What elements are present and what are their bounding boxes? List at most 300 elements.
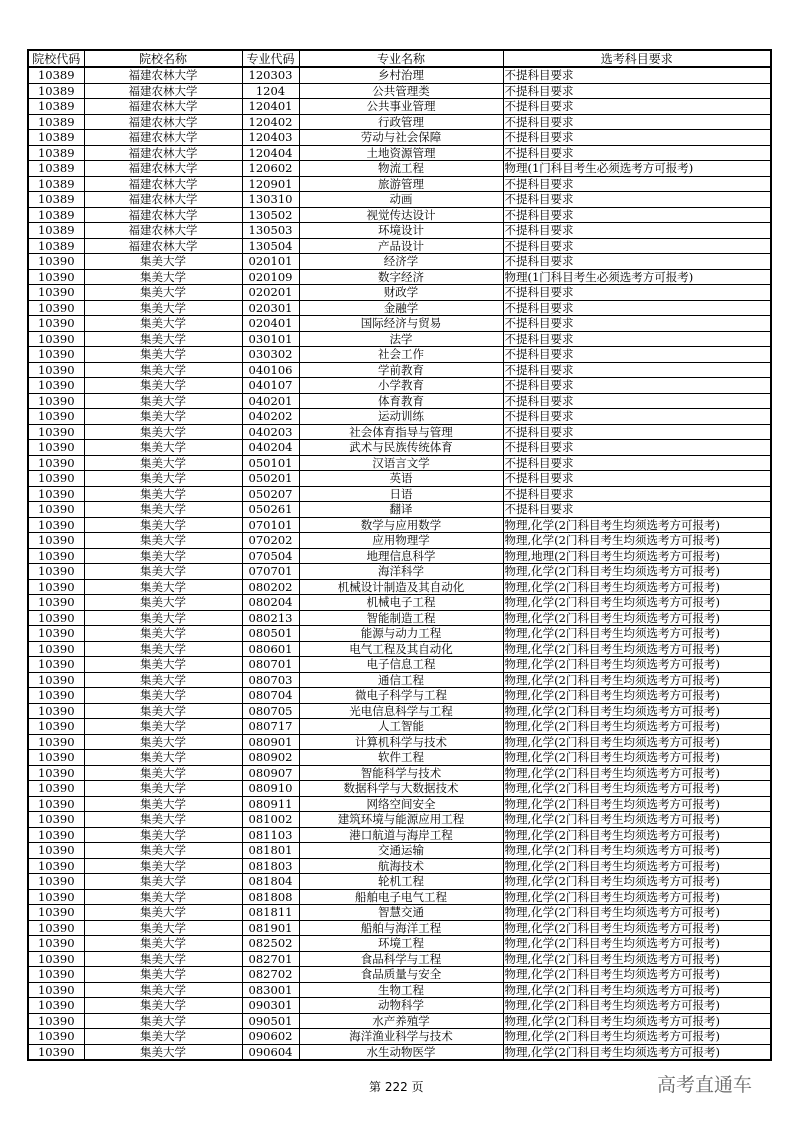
table-row: [28, 858, 771, 874]
requirement-cell: 不提科目要求: [503, 300, 771, 316]
major-name-cell: 智能制造工程: [299, 610, 503, 626]
major-name-cell: 法学: [299, 331, 503, 347]
major-name-cell: 金融学: [299, 300, 503, 316]
major-code-cell: 080910: [242, 781, 299, 797]
school-code-cell: 10390: [28, 393, 84, 409]
table-row: [28, 502, 771, 518]
requirement-cell: 不提科目要求: [503, 254, 771, 270]
major-name-cell: 公共管理类: [299, 83, 503, 99]
school-code-cell: 10389: [28, 207, 84, 223]
school-name-cell: 集美大学: [84, 486, 242, 502]
requirement-cell: 不提科目要求: [503, 207, 771, 223]
school-name-cell: 集美大学: [84, 1044, 242, 1060]
major-code-cell: 020101: [242, 254, 299, 270]
major-code-cell: 040201: [242, 393, 299, 409]
school-name-cell: 福建农林大学: [84, 176, 242, 192]
school-name-cell: 集美大学: [84, 951, 242, 967]
school-code-cell: 10390: [28, 672, 84, 688]
requirement-cell: 物理,化学(2门科目考生均须选考方可报考): [503, 905, 771, 921]
school-name-cell: 集美大学: [84, 409, 242, 425]
table-row: [28, 269, 771, 285]
requirement-cell: 物理,化学(2门科目考生均须选考方可报考): [503, 579, 771, 595]
requirement-cell: 物理,化学(2门科目考生均须选考方可报考): [503, 610, 771, 626]
major-code-cell: 083001: [242, 982, 299, 998]
school-name-cell: 集美大学: [84, 502, 242, 518]
requirement-cell: 不提科目要求: [503, 409, 771, 425]
major-name-cell: 翻译: [299, 502, 503, 518]
school-code-cell: 10390: [28, 409, 84, 425]
major-name-cell: 土地资源管理: [299, 145, 503, 161]
major-code-cell: 081808: [242, 889, 299, 905]
table-row: [28, 176, 771, 192]
page-number: 第 222 页: [369, 1080, 424, 1094]
table-row: [28, 347, 771, 363]
major-name-cell: 微电子科学与工程: [299, 688, 503, 704]
school-code-cell: 10390: [28, 1013, 84, 1029]
table-row: [28, 378, 771, 394]
table-row: [28, 688, 771, 704]
requirement-cell: 不提科目要求: [503, 285, 771, 301]
requirement-cell: 物理,化学(2门科目考生均须选考方可报考): [503, 688, 771, 704]
header-school-code: 院校代码: [28, 50, 84, 67]
requirement-cell: 不提科目要求: [503, 502, 771, 518]
major-name-cell: 社会体育指导与管理: [299, 424, 503, 440]
school-code-cell: 10389: [28, 223, 84, 239]
table-row: [28, 362, 771, 378]
requirement-cell: 物理,化学(2门科目考生均须选考方可报考): [503, 1029, 771, 1045]
major-code-cell: 130310: [242, 192, 299, 208]
requirement-cell: 物理,化学(2门科目考生均须选考方可报考): [503, 936, 771, 952]
school-name-cell: 集美大学: [84, 827, 242, 843]
school-name-cell: 福建农林大学: [84, 67, 242, 83]
major-name-cell: 通信工程: [299, 672, 503, 688]
major-name-cell: 建筑环境与能源应用工程: [299, 812, 503, 828]
brand-logo-text: 高考直通车: [657, 1074, 753, 1096]
requirement-cell: 物理,化学(2门科目考生均须选考方可报考): [503, 1044, 771, 1060]
table-row: [28, 998, 771, 1014]
major-name-cell: 社会工作: [299, 347, 503, 363]
school-code-cell: 10390: [28, 595, 84, 611]
school-name-cell: 集美大学: [84, 672, 242, 688]
school-name-cell: 集美大学: [84, 424, 242, 440]
major-name-cell: 地理信息科学: [299, 548, 503, 564]
requirement-cell: 物理,化学(2门科目考生均须选考方可报考): [503, 982, 771, 998]
major-code-cell: 080703: [242, 672, 299, 688]
school-name-cell: 集美大学: [84, 626, 242, 642]
school-name-cell: 集美大学: [84, 440, 242, 456]
requirement-cell: 物理,化学(2门科目考生均须选考方可报考): [503, 750, 771, 766]
requirement-cell: 不提科目要求: [503, 176, 771, 192]
school-code-cell: 10390: [28, 533, 84, 549]
requirement-cell: 物理,化学(2门科目考生均须选考方可报考): [503, 564, 771, 580]
school-name-cell: 集美大学: [84, 362, 242, 378]
school-name-cell: 集美大学: [84, 300, 242, 316]
table-row: [28, 703, 771, 719]
school-code-cell: 10390: [28, 440, 84, 456]
school-code-cell: 10389: [28, 238, 84, 254]
major-code-cell: 090604: [242, 1044, 299, 1060]
major-code-cell: 070701: [242, 564, 299, 580]
major-code-cell: 080601: [242, 641, 299, 657]
school-code-cell: 10390: [28, 626, 84, 642]
table-row: [28, 99, 771, 115]
requirement-cell: 不提科目要求: [503, 471, 771, 487]
school-code-cell: 10390: [28, 269, 84, 285]
school-code-cell: 10390: [28, 827, 84, 843]
header-major-name: 专业名称: [299, 50, 503, 67]
school-code-cell: 10390: [28, 688, 84, 704]
major-code-cell: 070504: [242, 548, 299, 564]
school-code-cell: 10390: [28, 378, 84, 394]
table-row: [28, 316, 771, 332]
major-name-cell: 英语: [299, 471, 503, 487]
major-code-cell: 040204: [242, 440, 299, 456]
school-name-cell: 集美大学: [84, 688, 242, 704]
table-row: [28, 936, 771, 952]
school-name-cell: 福建农林大学: [84, 83, 242, 99]
table-row: [28, 192, 771, 208]
school-name-cell: 集美大学: [84, 843, 242, 859]
school-code-cell: 10390: [28, 703, 84, 719]
school-code-cell: 10390: [28, 486, 84, 502]
requirement-cell: 物理,化学(2门科目考生均须选考方可报考): [503, 1013, 771, 1029]
school-name-cell: 集美大学: [84, 765, 242, 781]
major-code-cell: 081103: [242, 827, 299, 843]
major-code-cell: 080701: [242, 657, 299, 673]
school-name-cell: 集美大学: [84, 533, 242, 549]
major-code-cell: 080902: [242, 750, 299, 766]
major-code-cell: 080911: [242, 796, 299, 812]
school-code-cell: 10390: [28, 1029, 84, 1045]
major-code-cell: 050101: [242, 455, 299, 471]
requirement-cell: 不提科目要求: [503, 393, 771, 409]
requirement-cell: 不提科目要求: [503, 378, 771, 394]
header-requirement: 选考科目要求: [503, 50, 771, 67]
table-row: [28, 1044, 771, 1060]
table-row: [28, 207, 771, 223]
header-major-code: 专业代码: [242, 50, 299, 67]
major-code-cell: 040202: [242, 409, 299, 425]
header-school-name: 院校名称: [84, 50, 242, 67]
school-name-cell: 集美大学: [84, 703, 242, 719]
table-row: [28, 951, 771, 967]
school-name-cell: 集美大学: [84, 796, 242, 812]
major-name-cell: 智慧交通: [299, 905, 503, 921]
major-code-cell: 080204: [242, 595, 299, 611]
table-row: [28, 67, 771, 83]
table-row: [28, 967, 771, 983]
major-code-cell: 050207: [242, 486, 299, 502]
table-row: [28, 300, 771, 316]
school-name-cell: 集美大学: [84, 1013, 242, 1029]
requirement-cell: 物理,化学(2门科目考生均须选考方可报考): [503, 874, 771, 890]
major-code-cell: 081804: [242, 874, 299, 890]
school-name-cell: 集美大学: [84, 254, 242, 270]
school-name-cell: 集美大学: [84, 874, 242, 890]
major-name-cell: 应用物理学: [299, 533, 503, 549]
school-name-cell: 集美大学: [84, 967, 242, 983]
school-name-cell: 集美大学: [84, 285, 242, 301]
requirement-cell: 不提科目要求: [503, 486, 771, 502]
school-code-cell: 10390: [28, 579, 84, 595]
requirement-cell: 不提科目要求: [503, 331, 771, 347]
major-code-cell: 030101: [242, 331, 299, 347]
requirement-cell: 物理,化学(2门科目考生均须选考方可报考): [503, 858, 771, 874]
requirement-cell: 物理,化学(2门科目考生均须选考方可报考): [503, 843, 771, 859]
table-row: [28, 843, 771, 859]
school-code-cell: 10389: [28, 145, 84, 161]
table-row: [28, 145, 771, 161]
major-code-cell: 1204: [242, 83, 299, 99]
major-name-cell: 国际经济与贸易: [299, 316, 503, 332]
table-row: [28, 672, 771, 688]
major-code-cell: 120404: [242, 145, 299, 161]
requirement-cell: 物理(1门科目考生必须选考方可报考): [503, 269, 771, 285]
school-name-cell: 集美大学: [84, 781, 242, 797]
school-code-cell: 10389: [28, 83, 84, 99]
school-code-cell: 10390: [28, 1044, 84, 1060]
table-row: [28, 734, 771, 750]
school-name-cell: 集美大学: [84, 610, 242, 626]
major-name-cell: 经济学: [299, 254, 503, 270]
school-name-cell: 福建农林大学: [84, 238, 242, 254]
requirement-cell: 物理,化学(2门科目考生均须选考方可报考): [503, 827, 771, 843]
school-code-cell: 10389: [28, 114, 84, 130]
major-code-cell: 082701: [242, 951, 299, 967]
school-code-cell: 10390: [28, 796, 84, 812]
major-code-cell: 020109: [242, 269, 299, 285]
school-name-cell: 集美大学: [84, 750, 242, 766]
table-row: [28, 285, 771, 301]
major-name-cell: 行政管理: [299, 114, 503, 130]
school-code-cell: 10390: [28, 936, 84, 952]
major-code-cell: 130503: [242, 223, 299, 239]
table-row: [28, 595, 771, 611]
requirement-cell: 物理(1门科目考生必须选考方可报考): [503, 161, 771, 177]
school-name-cell: 集美大学: [84, 347, 242, 363]
school-code-cell: 10390: [28, 982, 84, 998]
requirement-cell: 不提科目要求: [503, 145, 771, 161]
requirement-cell: 不提科目要求: [503, 424, 771, 440]
table-row: [28, 254, 771, 270]
major-code-cell: 080717: [242, 719, 299, 735]
major-code-cell: 050201: [242, 471, 299, 487]
school-name-cell: 集美大学: [84, 1029, 242, 1045]
major-name-cell: 视觉传达设计: [299, 207, 503, 223]
school-code-cell: 10390: [28, 424, 84, 440]
requirement-cell: 物理,化学(2门科目考生均须选考方可报考): [503, 657, 771, 673]
table-row: [28, 719, 771, 735]
table-row: [28, 83, 771, 99]
table-row: [28, 424, 771, 440]
major-name-cell: 汉语言文学: [299, 455, 503, 471]
major-name-cell: 软件工程: [299, 750, 503, 766]
requirement-cell: 物理,化学(2门科目考生均须选考方可报考): [503, 998, 771, 1014]
table-row: [28, 114, 771, 130]
school-code-cell: 10390: [28, 998, 84, 1014]
major-name-cell: 船舶与海洋工程: [299, 920, 503, 936]
table-body: [28, 67, 771, 1060]
table-row: [28, 750, 771, 766]
major-code-cell: 081803: [242, 858, 299, 874]
school-name-cell: 集美大学: [84, 734, 242, 750]
major-code-cell: 130502: [242, 207, 299, 223]
requirement-cell: 不提科目要求: [503, 238, 771, 254]
table-row: [28, 579, 771, 595]
major-code-cell: 040203: [242, 424, 299, 440]
requirement-cell: 不提科目要求: [503, 83, 771, 99]
requirement-cell: 不提科目要求: [503, 347, 771, 363]
school-code-cell: 10390: [28, 657, 84, 673]
table-row: [28, 827, 771, 843]
major-name-cell: 体育教育: [299, 393, 503, 409]
school-name-cell: 福建农林大学: [84, 223, 242, 239]
requirement-cell: 物理,化学(2门科目考生均须选考方可报考): [503, 595, 771, 611]
major-code-cell: 020401: [242, 316, 299, 332]
requirement-cell: 物理,化学(2门科目考生均须选考方可报考): [503, 812, 771, 828]
major-name-cell: 水产养殖学: [299, 1013, 503, 1029]
school-name-cell: 集美大学: [84, 579, 242, 595]
school-name-cell: 集美大学: [84, 719, 242, 735]
school-code-cell: 10390: [28, 502, 84, 518]
requirement-cell: 物理,化学(2门科目考生均须选考方可报考): [503, 672, 771, 688]
table-row: [28, 610, 771, 626]
table-row: [28, 331, 771, 347]
requirement-cell: 物理,化学(2门科目考生均须选考方可报考): [503, 796, 771, 812]
school-code-cell: 10390: [28, 967, 84, 983]
table-row: [28, 982, 771, 998]
requirement-cell: 不提科目要求: [503, 223, 771, 239]
school-name-cell: 集美大学: [84, 982, 242, 998]
requirement-cell: 不提科目要求: [503, 114, 771, 130]
school-name-cell: 集美大学: [84, 641, 242, 657]
major-name-cell: 运动训练: [299, 409, 503, 425]
major-code-cell: 120303: [242, 67, 299, 83]
major-code-cell: 030302: [242, 347, 299, 363]
major-name-cell: 电气工程及其自动化: [299, 641, 503, 657]
major-name-cell: 能源与动力工程: [299, 626, 503, 642]
school-code-cell: 10390: [28, 455, 84, 471]
major-name-cell: 港口航道与海岸工程: [299, 827, 503, 843]
major-code-cell: 090501: [242, 1013, 299, 1029]
table-row: [28, 626, 771, 642]
school-code-cell: 10390: [28, 300, 84, 316]
requirement-cell: 物理,化学(2门科目考生均须选考方可报考): [503, 765, 771, 781]
requirement-cell: 物理,化学(2门科目考生均须选考方可报考): [503, 920, 771, 936]
major-code-cell: 081811: [242, 905, 299, 921]
school-name-cell: 集美大学: [84, 920, 242, 936]
school-name-cell: 集美大学: [84, 455, 242, 471]
major-name-cell: 交通运输: [299, 843, 503, 859]
table-row: [28, 874, 771, 890]
major-name-cell: 小学教育: [299, 378, 503, 394]
table-row: [28, 440, 771, 456]
table-row: [28, 548, 771, 564]
major-name-cell: 公共事业管理: [299, 99, 503, 115]
major-name-cell: 航海技术: [299, 858, 503, 874]
major-name-cell: 动物科学: [299, 998, 503, 1014]
school-code-cell: 10390: [28, 750, 84, 766]
major-code-cell: 080907: [242, 765, 299, 781]
major-name-cell: 海洋渔业科学与技术: [299, 1029, 503, 1045]
table-row: [28, 161, 771, 177]
major-code-cell: 070202: [242, 533, 299, 549]
school-code-cell: 10389: [28, 67, 84, 83]
major-name-cell: 生物工程: [299, 982, 503, 998]
school-code-cell: 10390: [28, 362, 84, 378]
requirement-cell: 不提科目要求: [503, 130, 771, 146]
table-header-row: [28, 50, 771, 67]
major-code-cell: 080705: [242, 703, 299, 719]
table-row: [28, 765, 771, 781]
school-name-cell: 集美大学: [84, 393, 242, 409]
subject-requirements-table: [27, 49, 772, 1061]
table-row: [28, 409, 771, 425]
major-code-cell: 020201: [242, 285, 299, 301]
school-name-cell: 福建农林大学: [84, 114, 242, 130]
school-name-cell: 集美大学: [84, 657, 242, 673]
major-name-cell: 船舶电子电气工程: [299, 889, 503, 905]
requirement-cell: 不提科目要求: [503, 440, 771, 456]
major-code-cell: 050261: [242, 502, 299, 518]
school-code-cell: 10390: [28, 951, 84, 967]
requirement-cell: 不提科目要求: [503, 362, 771, 378]
school-code-cell: 10390: [28, 548, 84, 564]
major-code-cell: 120403: [242, 130, 299, 146]
requirement-cell: 物理,化学(2门科目考生均须选考方可报考): [503, 719, 771, 735]
table-row: [28, 641, 771, 657]
table-row: [28, 889, 771, 905]
major-name-cell: 环境工程: [299, 936, 503, 952]
school-name-cell: 集美大学: [84, 889, 242, 905]
major-code-cell: 080501: [242, 626, 299, 642]
major-name-cell: 机械电子工程: [299, 595, 503, 611]
major-name-cell: 学前教育: [299, 362, 503, 378]
school-code-cell: 10390: [28, 734, 84, 750]
major-code-cell: 080704: [242, 688, 299, 704]
requirement-cell: 物理,化学(2门科目考生均须选考方可报考): [503, 734, 771, 750]
school-code-cell: 10389: [28, 99, 84, 115]
table-row: [28, 905, 771, 921]
requirement-cell: 物理,化学(2门科目考生均须选考方可报考): [503, 533, 771, 549]
major-name-cell: 电子信息工程: [299, 657, 503, 673]
table-row: [28, 1029, 771, 1045]
major-code-cell: 040107: [242, 378, 299, 394]
major-code-cell: 120401: [242, 99, 299, 115]
major-name-cell: 轮机工程: [299, 874, 503, 890]
table-row: [28, 781, 771, 797]
major-code-cell: 020301: [242, 300, 299, 316]
major-name-cell: 劳动与社会保障: [299, 130, 503, 146]
school-name-cell: 集美大学: [84, 316, 242, 332]
major-name-cell: 人工智能: [299, 719, 503, 735]
school-code-cell: 10389: [28, 130, 84, 146]
major-name-cell: 财政学: [299, 285, 503, 301]
major-name-cell: 旅游管理: [299, 176, 503, 192]
requirement-cell: 物理,化学(2门科目考生均须选考方可报考): [503, 703, 771, 719]
school-name-cell: 集美大学: [84, 378, 242, 394]
major-code-cell: 120602: [242, 161, 299, 177]
major-code-cell: 090602: [242, 1029, 299, 1045]
table-row: [28, 393, 771, 409]
school-code-cell: 10390: [28, 843, 84, 859]
major-name-cell: 环境设计: [299, 223, 503, 239]
school-code-cell: 10390: [28, 316, 84, 332]
table-row: [28, 920, 771, 936]
school-code-cell: 10390: [28, 517, 84, 533]
major-code-cell: 080202: [242, 579, 299, 595]
school-code-cell: 10390: [28, 920, 84, 936]
